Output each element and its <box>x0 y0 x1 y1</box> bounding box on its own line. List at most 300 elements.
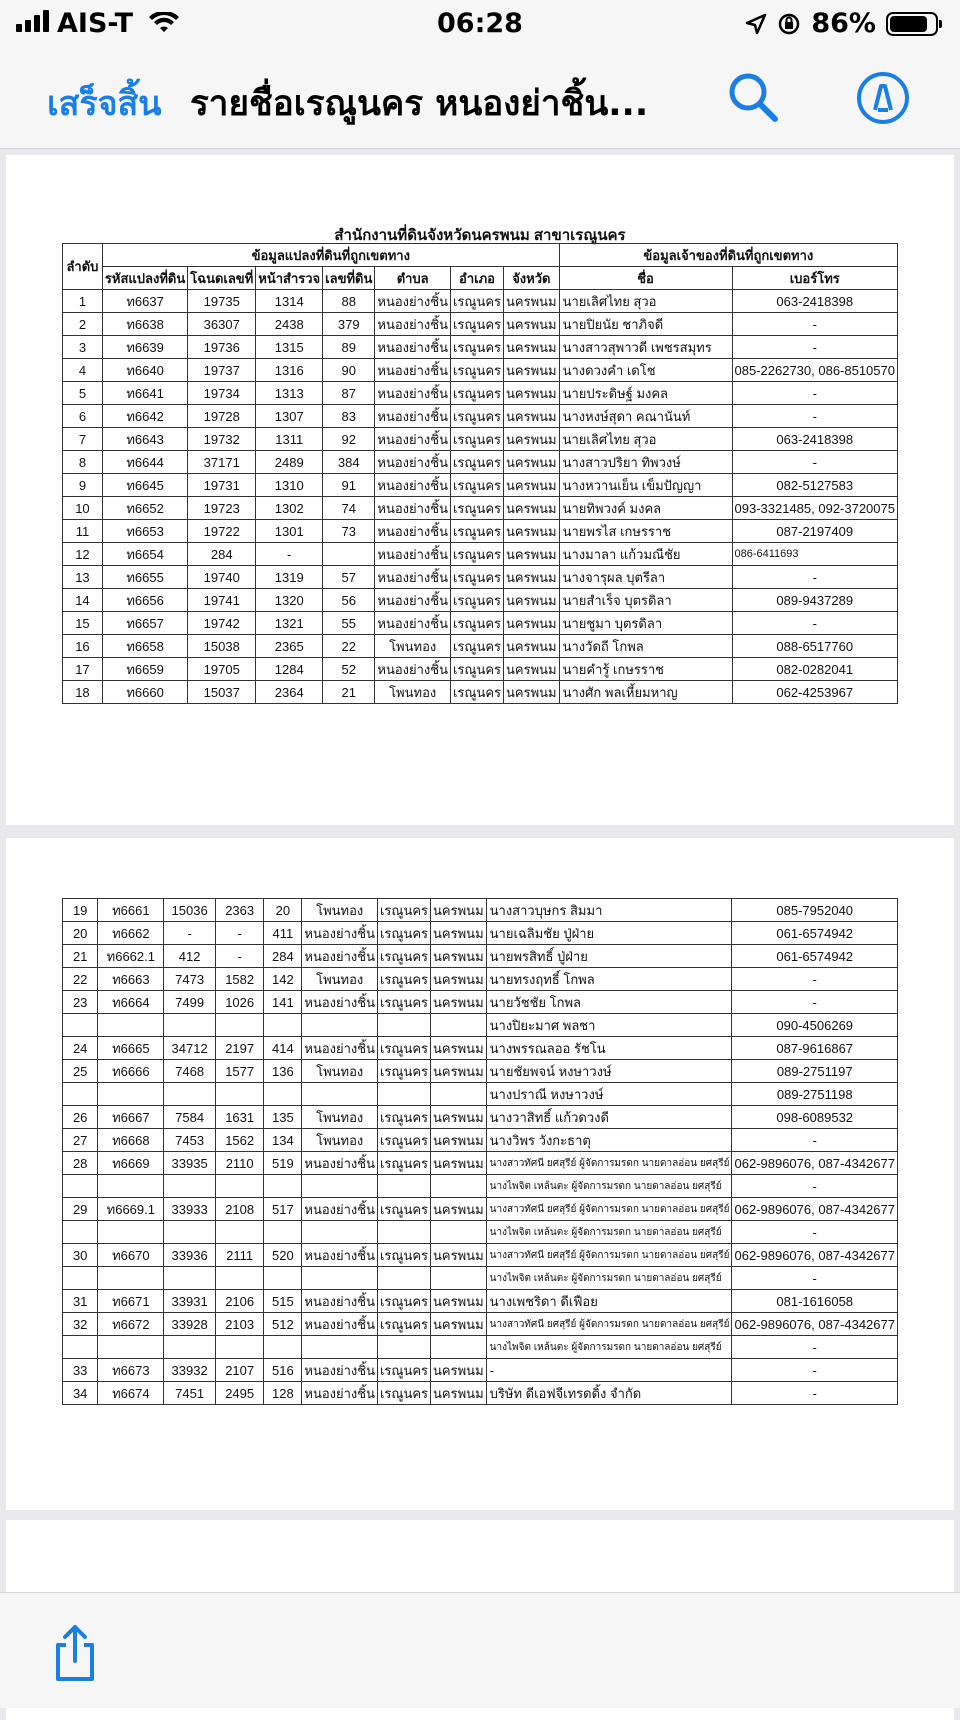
cell-row-no <box>63 1336 98 1359</box>
table-row <box>63 290 898 313</box>
cell-survey-page: 1302 <box>256 497 323 520</box>
cell-row-no: 15 <box>63 612 103 635</box>
table-row <box>63 1290 898 1313</box>
cell-land-no: 52 <box>323 658 375 681</box>
cell-land-no: 57 <box>323 566 375 589</box>
cell-district: เรณูนคร <box>377 922 430 945</box>
cell-survey-page: 1320 <box>256 589 323 612</box>
cell-row-no: 26 <box>63 1106 98 1129</box>
cell-deed-no: 19732 <box>188 428 256 451</box>
cell-owner-name: นายชัยพจน์ หงษาวงษ์ <box>486 1060 732 1083</box>
cell-survey-page <box>215 1014 263 1037</box>
cell-survey-page: 2107 <box>215 1359 263 1382</box>
cell-parcel-code: ท6674 <box>98 1382 164 1405</box>
cell-subdistrict <box>302 1336 378 1359</box>
cell-district: เรณูนคร <box>377 1290 430 1313</box>
cell-province: นครพนม <box>504 313 560 336</box>
cell-survey-page: 2363 <box>215 899 263 922</box>
done-button[interactable]: เสร็จสิ้น <box>47 84 162 124</box>
battery-level <box>890 16 927 32</box>
table-row <box>63 1060 898 1083</box>
cell-province: นครพนม <box>431 1060 487 1083</box>
table-row <box>63 1313 898 1336</box>
search-icon[interactable] <box>726 70 780 124</box>
cell-deed-no: 37171 <box>188 451 256 474</box>
cell-subdistrict <box>302 1221 378 1244</box>
cell-row-no: 11 <box>63 520 103 543</box>
cell-deed-no: 19735 <box>188 290 256 313</box>
cell-deed-no: 19723 <box>188 497 256 520</box>
cell-province: นครพนม <box>504 428 560 451</box>
cell-province: นครพนม <box>504 382 560 405</box>
cell-survey-page <box>215 1336 263 1359</box>
table-row <box>63 474 898 497</box>
cell-subdistrict <box>302 1267 378 1290</box>
table-row <box>63 1152 898 1175</box>
cell-phone: 061-6574942 <box>732 922 898 945</box>
cell-land-no: 284 <box>264 945 302 968</box>
cell-deed-no: 19728 <box>188 405 256 428</box>
cell-survey-page <box>215 1267 263 1290</box>
cell-province: นครพนม <box>504 497 560 520</box>
cell-land-no: 92 <box>323 428 375 451</box>
cell-parcel-code: ท6637 <box>102 290 187 313</box>
cell-subdistrict: หนองย่างชิ้น <box>302 1244 378 1267</box>
table-row <box>63 1336 898 1359</box>
cell-parcel-code: ท6638 <box>102 313 187 336</box>
cell-deed-no: 36307 <box>188 313 256 336</box>
cell-parcel-code: ท6662 <box>98 922 164 945</box>
cell-subdistrict: หนองย่างชิ้น <box>302 1359 378 1382</box>
cell-survey-page: 1582 <box>215 968 263 991</box>
header-province: จังหวัด <box>504 267 560 290</box>
header-owner-info: ข้อมูลเจ้าของที่ดินที่ถูกเขตทาง <box>559 244 897 267</box>
cell-survey-page: 2108 <box>215 1198 263 1221</box>
cell-survey-page: 1631 <box>215 1106 263 1129</box>
cell-land-no: 21 <box>323 681 375 704</box>
cell-survey-page: 2438 <box>256 313 323 336</box>
cell-phone: 062-9896076, 087-4342677 <box>732 1152 898 1175</box>
table-row <box>63 1129 898 1152</box>
table-row <box>63 612 898 635</box>
cell-parcel-code: ท6652 <box>102 497 187 520</box>
cell-land-no: 142 <box>264 968 302 991</box>
table-row <box>63 543 898 566</box>
cell-land-no: 379 <box>323 313 375 336</box>
cell-province: นครพนม <box>431 1152 487 1175</box>
cell-subdistrict <box>302 1083 378 1106</box>
cell-row-no <box>63 1221 98 1244</box>
cell-phone: - <box>732 1175 898 1198</box>
cell-owner-name: นางสาวทัศนี ยศสุรีย์ ผู้จัดการมรดก นายดาลอ่อน ยศสุรีย์ <box>486 1152 732 1175</box>
cell-deed-no: 19737 <box>188 359 256 382</box>
cell-district: เรณูนคร <box>450 405 503 428</box>
cell-province: นครพนม <box>504 451 560 474</box>
cell-phone: - <box>732 1382 898 1405</box>
cell-parcel-code: ท6657 <box>102 612 187 635</box>
cell-phone: - <box>732 336 898 359</box>
cell-owner-name: นายเลิศไทย สุวอ <box>559 428 732 451</box>
table-row <box>63 1382 898 1405</box>
cell-province <box>431 1175 487 1198</box>
share-icon[interactable] <box>50 1623 100 1683</box>
cell-deed-no: 33935 <box>164 1152 216 1175</box>
table-row <box>63 1014 898 1037</box>
cell-subdistrict: หนองย่างชิ้น <box>375 566 451 589</box>
cell-province <box>431 1014 487 1037</box>
cell-row-no: 14 <box>63 589 103 612</box>
rotation-lock-icon <box>777 12 801 36</box>
cell-phone: - <box>732 1359 898 1382</box>
cell-land-no: 515 <box>264 1290 302 1313</box>
pdf-page-1 <box>6 155 954 825</box>
cell-district: เรณูนคร <box>450 474 503 497</box>
cell-row-no: 12 <box>63 543 103 566</box>
cell-land-no <box>264 1221 302 1244</box>
cell-row-no: 22 <box>63 968 98 991</box>
cell-land-no: 56 <box>323 589 375 612</box>
cell-district: เรณูนคร <box>377 1060 430 1083</box>
cell-district <box>377 1221 430 1244</box>
cell-survey-page: 1284 <box>256 658 323 681</box>
cell-district: เรณูนคร <box>450 428 503 451</box>
carrier-name: AIS-T <box>57 8 134 39</box>
cell-survey-page: 1316 <box>256 359 323 382</box>
cell-province: นครพนม <box>431 1244 487 1267</box>
cell-phone: 085-2262730, 086-8510570 <box>732 359 898 382</box>
cell-deed-no <box>164 1083 216 1106</box>
cell-district: เรณูนคร <box>377 1244 430 1267</box>
cell-survey-page: 2110 <box>215 1152 263 1175</box>
cell-province: นครพนม <box>431 991 487 1014</box>
table-row <box>63 497 898 520</box>
cell-survey-page <box>215 1083 263 1106</box>
cell-district: เรณูนคร <box>377 1152 430 1175</box>
cell-phone: - <box>732 1221 898 1244</box>
cell-subdistrict: หนองย่างชิ้น <box>375 382 451 405</box>
cell-owner-name: - <box>486 1359 732 1382</box>
cell-owner-name: นางไพจิต เหล้นตะ ผู้จัดการมรดก นายดาลอ่อน ยศสุรีย์ <box>486 1336 732 1359</box>
cell-phone: 086-6411693 <box>732 543 898 566</box>
cell-row-no: 5 <box>63 382 103 405</box>
table-row <box>63 899 898 922</box>
cell-row-no: 20 <box>63 922 98 945</box>
cell-district: เรณูนคร <box>377 1106 430 1129</box>
cell-subdistrict: โพนทอง <box>302 1060 378 1083</box>
cell-deed-no: 7584 <box>164 1106 216 1129</box>
cell-district: เรณูนคร <box>377 1382 430 1405</box>
cell-row-no: 2 <box>63 313 103 336</box>
cell-phone: - <box>732 1129 898 1152</box>
cell-province: นครพนม <box>431 945 487 968</box>
cell-deed-no: 33932 <box>164 1359 216 1382</box>
cell-phone: - <box>732 612 898 635</box>
cell-owner-name: นางหวานเย็น เข็มปัญญา <box>559 474 732 497</box>
cell-province: นครพนม <box>504 589 560 612</box>
cell-land-no: 87 <box>323 382 375 405</box>
cell-owner-name: นางสาวทัศนี ยศสุรีย์ ผู้จัดการมรดก นายดาลอ่อน ยศสุรีย์ <box>486 1198 732 1221</box>
cell-owner-name: นางปิยะมาศ พลชา <box>486 1014 732 1037</box>
cell-phone: 088-6517760 <box>732 635 898 658</box>
header-phone: เบอร์โทร <box>732 267 898 290</box>
cell-district: เรณูนคร <box>377 899 430 922</box>
cell-deed-no: 284 <box>188 543 256 566</box>
cell-parcel-code: ท6669.1 <box>98 1198 164 1221</box>
cell-survey-page: 1311 <box>256 428 323 451</box>
cell-survey-page: - <box>215 945 263 968</box>
cell-subdistrict: หนองย่างชิ้น <box>375 658 451 681</box>
cell-parcel-code: ท6656 <box>102 589 187 612</box>
cell-district <box>377 1083 430 1106</box>
cell-row-no: 18 <box>63 681 103 704</box>
cell-survey-page <box>215 1175 263 1198</box>
cell-deed-no: 15036 <box>164 899 216 922</box>
cell-province: นครพนม <box>504 612 560 635</box>
cell-subdistrict: หนองย่างชิ้น <box>375 359 451 382</box>
cell-survey-page: 2495 <box>215 1382 263 1405</box>
cell-subdistrict: หนองย่างชิ้น <box>375 428 451 451</box>
table-row <box>63 520 898 543</box>
cell-parcel-code <box>98 1336 164 1359</box>
cell-phone: - <box>732 405 898 428</box>
cell-row-no: 17 <box>63 658 103 681</box>
cell-province: นครพนม <box>504 290 560 313</box>
cell-district: เรณูนคร <box>450 635 503 658</box>
cell-owner-name: นางสาวปริยา ทิพวงษ์ <box>559 451 732 474</box>
cell-province: นครพนม <box>504 681 560 704</box>
cell-owner-name: นายวัชชัย โกพล <box>486 991 732 1014</box>
cell-row-no: 4 <box>63 359 103 382</box>
cell-land-no: 90 <box>323 359 375 382</box>
cell-parcel-code: ท6639 <box>102 336 187 359</box>
cell-deed-no <box>164 1221 216 1244</box>
cell-district: เรณูนคร <box>450 681 503 704</box>
cell-phone: 061-6574942 <box>732 945 898 968</box>
cell-deed-no: 19722 <box>188 520 256 543</box>
table-row <box>63 635 898 658</box>
cell-owner-name: นายเลิศไทย สุวอ <box>559 290 732 313</box>
cell-parcel-code: ท6658 <box>102 635 187 658</box>
cell-district: เรณูนคร <box>450 543 503 566</box>
cell-province: นครพนม <box>431 1129 487 1152</box>
cell-row-no: 32 <box>63 1313 98 1336</box>
markup-pen-icon[interactable] <box>855 70 911 126</box>
cell-land-no: 414 <box>264 1037 302 1060</box>
cell-phone: 082-0282041 <box>732 658 898 681</box>
cell-deed-no: 412 <box>164 945 216 968</box>
cell-deed-no: 33933 <box>164 1198 216 1221</box>
cell-district: เรณูนคร <box>377 1359 430 1382</box>
nav-bar <box>0 50 960 149</box>
cell-district <box>377 1014 430 1037</box>
cell-deed-no: 15038 <box>188 635 256 658</box>
cell-parcel-code <box>98 1175 164 1198</box>
cell-province <box>431 1267 487 1290</box>
cell-parcel-code: ท6671 <box>98 1290 164 1313</box>
cell-phone: 090-4506269 <box>732 1014 898 1037</box>
cell-phone: 085-7952040 <box>732 899 898 922</box>
status-right <box>745 8 938 39</box>
cell-province: นครพนม <box>431 1037 487 1060</box>
cell-parcel-code: ท6640 <box>102 359 187 382</box>
cell-land-no: 517 <box>264 1198 302 1221</box>
cell-survey-page: 2489 <box>256 451 323 474</box>
cell-parcel-code: ท6672 <box>98 1313 164 1336</box>
cell-owner-name: นายคำรู้ เกษรราช <box>559 658 732 681</box>
cell-deed-no: 19740 <box>188 566 256 589</box>
cell-district: เรณูนคร <box>377 1313 430 1336</box>
cell-owner-name: นายประดิษฐ์ มงคล <box>559 382 732 405</box>
cell-land-no: 519 <box>264 1152 302 1175</box>
cell-subdistrict: หนองย่างชิ้น <box>375 520 451 543</box>
cell-land-no: 88 <box>323 290 375 313</box>
cell-deed-no: 7473 <box>164 968 216 991</box>
cell-owner-name: นางวิพร วังกะธาตุ <box>486 1129 732 1152</box>
cell-province <box>431 1083 487 1106</box>
cell-survey-page: 1562 <box>215 1129 263 1152</box>
cell-land-no: 20 <box>264 899 302 922</box>
cell-province: นครพนม <box>504 405 560 428</box>
cell-district <box>377 1267 430 1290</box>
cell-survey-page: 2106 <box>215 1290 263 1313</box>
cell-land-no: 73 <box>323 520 375 543</box>
cell-province: นครพนม <box>431 922 487 945</box>
cell-deed-no: - <box>164 922 216 945</box>
cell-parcel-code: ท6666 <box>98 1060 164 1083</box>
cell-subdistrict: หนองย่างชิ้น <box>375 290 451 313</box>
cell-district: เรณูนคร <box>450 589 503 612</box>
cell-parcel-code <box>98 1083 164 1106</box>
cell-row-no <box>63 1267 98 1290</box>
cell-phone: - <box>732 451 898 474</box>
cell-survey-page: - <box>215 922 263 945</box>
cell-deed-no: 33936 <box>164 1244 216 1267</box>
cell-survey-page: 2103 <box>215 1313 263 1336</box>
cell-district <box>377 1175 430 1198</box>
cell-land-no: 91 <box>323 474 375 497</box>
cell-phone: 089-2751198 <box>732 1083 898 1106</box>
cell-survey-page: 1313 <box>256 382 323 405</box>
cell-parcel-code: ท6643 <box>102 428 187 451</box>
cell-land-no: 134 <box>264 1129 302 1152</box>
cell-owner-name: นางไพจิต เหล้นตะ ผู้จัดการมรดก นายดาลอ่อน ยศสุรีย์ <box>486 1175 732 1198</box>
cell-land-no: 384 <box>323 451 375 474</box>
table-row <box>63 359 898 382</box>
cell-phone: 087-9616867 <box>732 1037 898 1060</box>
cell-parcel-code: ท6655 <box>102 566 187 589</box>
cell-phone: - <box>732 968 898 991</box>
cell-owner-name: นางจารุผล บุตรีลา <box>559 566 732 589</box>
cell-land-no: 89 <box>323 336 375 359</box>
cell-province: นครพนม <box>431 899 487 922</box>
cell-owner-name: นางดวงคำ เดโช <box>559 359 732 382</box>
cell-district: เรณูนคร <box>450 313 503 336</box>
cell-parcel-code: ท6663 <box>98 968 164 991</box>
cell-land-no: 128 <box>264 1382 302 1405</box>
header-parcel-code: รหัสแปลงที่ดิน <box>102 267 187 290</box>
cell-parcel-code: ท6670 <box>98 1244 164 1267</box>
cell-land-no: 74 <box>323 497 375 520</box>
cell-row-no: 6 <box>63 405 103 428</box>
cell-phone: 063-2418398 <box>732 428 898 451</box>
table-row <box>63 968 898 991</box>
cell-phone: 062-4253967 <box>732 681 898 704</box>
cell-province: นครพนม <box>504 543 560 566</box>
cell-parcel-code: ท6661 <box>98 899 164 922</box>
cell-subdistrict <box>302 1175 378 1198</box>
cell-survey-page: 2364 <box>256 681 323 704</box>
land-table-page-2 <box>62 898 898 1405</box>
cell-row-no: 31 <box>63 1290 98 1313</box>
cell-province <box>431 1336 487 1359</box>
cell-phone: - <box>732 382 898 405</box>
header-survey-page: หน้าสำรวจ <box>256 267 323 290</box>
cell-phone: 089-2751197 <box>732 1060 898 1083</box>
cell-survey-page: 1310 <box>256 474 323 497</box>
cell-subdistrict: หนองย่างชิ้น <box>302 1152 378 1175</box>
bottom-toolbar <box>0 1592 960 1708</box>
cell-owner-name: นายพรไส เกษรราช <box>559 520 732 543</box>
cell-phone: - <box>732 566 898 589</box>
cell-row-no: 27 <box>63 1129 98 1152</box>
cell-parcel-code: ท6669 <box>98 1152 164 1175</box>
cell-district <box>377 1336 430 1359</box>
cell-deed-no: 33931 <box>164 1290 216 1313</box>
cell-survey-page: 1314 <box>256 290 323 313</box>
cell-deed-no: 34712 <box>164 1037 216 1060</box>
table-row <box>63 1037 898 1060</box>
location-arrow-icon <box>745 13 767 35</box>
table-row <box>63 1359 898 1382</box>
cell-owner-name: นางปราณี หงษาวงษ์ <box>486 1083 732 1106</box>
cell-row-no: 13 <box>63 566 103 589</box>
cell-district: เรณูนคร <box>450 658 503 681</box>
cell-subdistrict: โพนทอง <box>302 968 378 991</box>
cell-parcel-code: ท6641 <box>102 382 187 405</box>
cell-phone: 089-9437289 <box>732 589 898 612</box>
cell-phone: 063-2418398 <box>732 290 898 313</box>
cell-owner-name: นางพรรณลออ รัชโน <box>486 1037 732 1060</box>
cell-phone: 087-2197409 <box>732 520 898 543</box>
cell-survey-page: 2197 <box>215 1037 263 1060</box>
table-row <box>63 1106 898 1129</box>
cell-owner-name: นางเพชริดา ดีเฟือย <box>486 1290 732 1313</box>
cell-survey-page: - <box>256 543 323 566</box>
cell-parcel-code <box>98 1014 164 1037</box>
cell-province: นครพนม <box>431 1359 487 1382</box>
office-title: สำนักงานที่ดินจังหวัดนครพนม สาขาเรณูนคร <box>334 227 626 244</box>
cell-owner-name: นายสำเร็จ บุตรดิลา <box>559 589 732 612</box>
cell-subdistrict: หนองย่างชิ้น <box>302 1382 378 1405</box>
cell-subdistrict: หนองย่างชิ้น <box>302 1290 378 1313</box>
cell-subdistrict: หนองย่างชิ้น <box>375 497 451 520</box>
cell-survey-page: 1307 <box>256 405 323 428</box>
cell-owner-name: นางวาสิทธิ์ แก้วดวงดี <box>486 1106 732 1129</box>
cell-phone: - <box>732 313 898 336</box>
cell-row-no: 33 <box>63 1359 98 1382</box>
cell-row-no: 10 <box>63 497 103 520</box>
cell-deed-no <box>164 1336 216 1359</box>
cell-land-no <box>264 1083 302 1106</box>
cell-district: เรณูนคร <box>450 612 503 635</box>
cell-land-no <box>323 543 375 566</box>
cell-deed-no: 33928 <box>164 1313 216 1336</box>
cell-survey-page: 2365 <box>256 635 323 658</box>
cell-owner-name: นายเฉลิมชัย ปู่ฝ่าย <box>486 922 732 945</box>
cell-phone: - <box>732 1336 898 1359</box>
cell-subdistrict: หนองย่างชิ้น <box>375 336 451 359</box>
cell-subdistrict: หนองย่างชิ้น <box>302 1037 378 1060</box>
